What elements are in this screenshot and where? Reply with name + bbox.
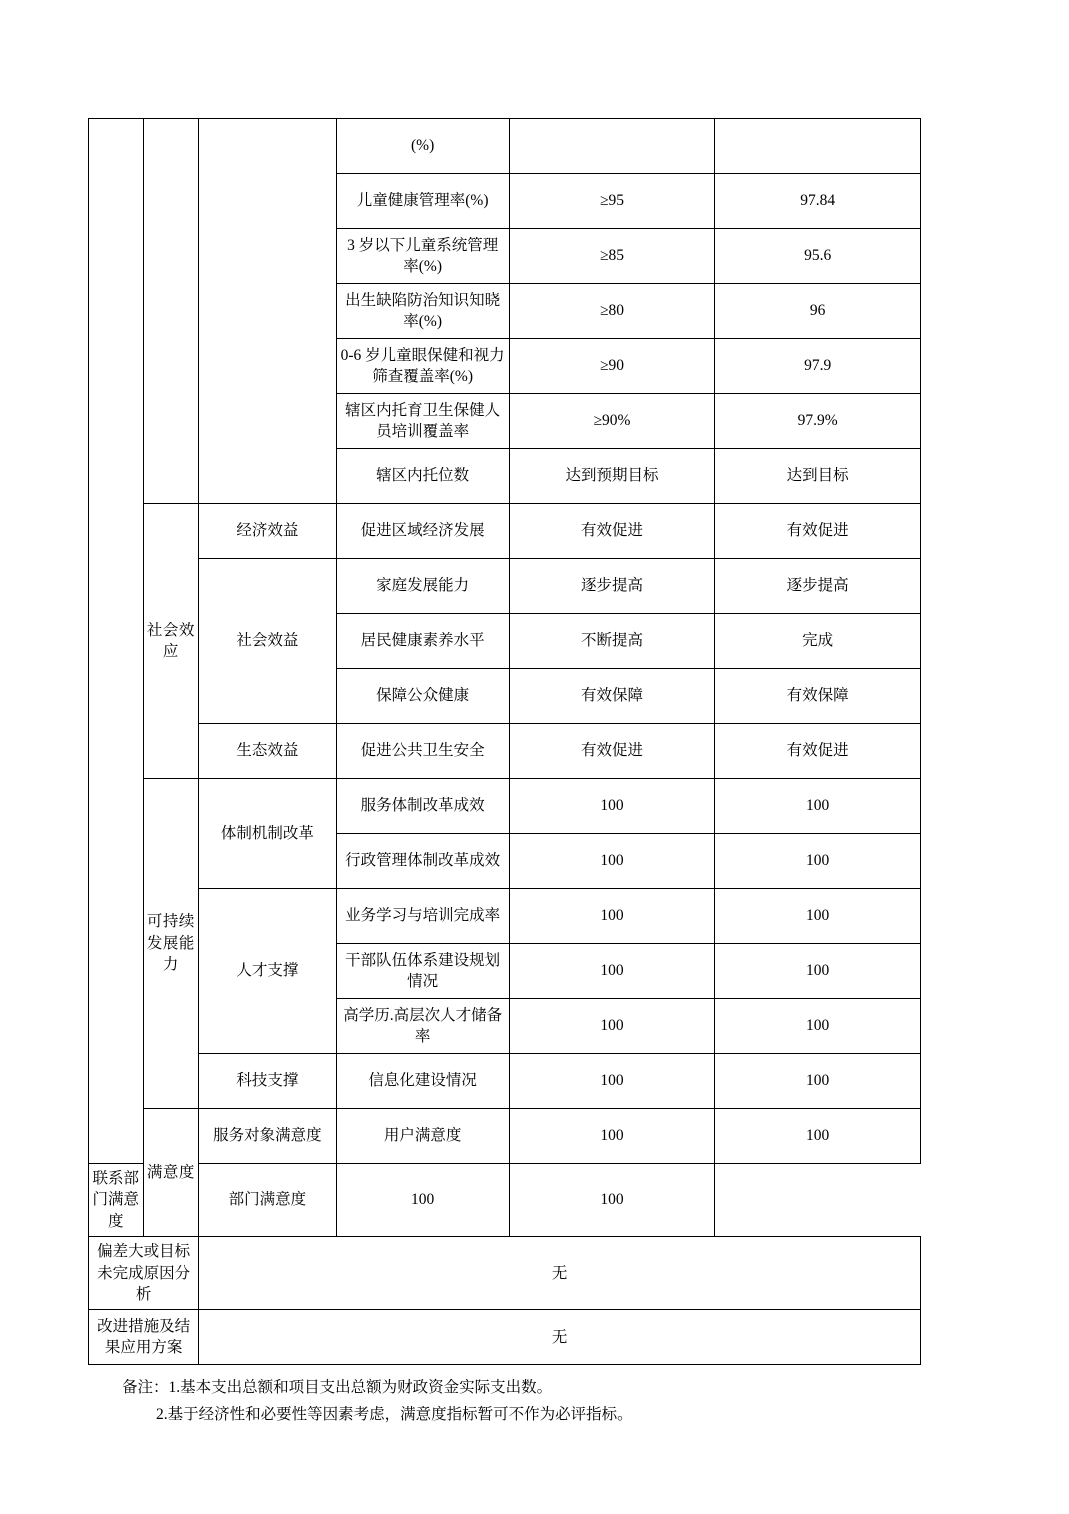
indicator-name: 高学历.高层次人才储备率	[336, 999, 509, 1054]
table-row	[89, 119, 921, 174]
indicator-actual: 逐步提高	[715, 559, 921, 614]
improvement-value: 无	[199, 1310, 921, 1365]
indicator-name: 0-6 岁儿童眼保健和视力筛查覆盖率(%)	[336, 339, 509, 394]
indicator-name: 干部队伍体系建设规划情况	[336, 944, 509, 999]
indicator-actual: 有效促进	[715, 724, 921, 779]
table-row	[89, 889, 921, 944]
indicator-actual: 完成	[715, 614, 921, 669]
indicator-target: 逐步提高	[509, 559, 715, 614]
subdimension-social-benefit: 社会效益	[199, 559, 336, 724]
indicator-target: 100	[509, 779, 715, 834]
indicator-target: ≥85	[509, 229, 715, 284]
indicator-actual: 97.9%	[715, 394, 921, 449]
indicator-name: 服务体制改革成效	[336, 779, 509, 834]
indicator-name: 促进公共卫生安全	[336, 724, 509, 779]
dimension-satisfaction: 满意度	[143, 1109, 199, 1237]
indicator-actual: 100	[715, 779, 921, 834]
note-line-2: 2.基于经济性和必要性等因素考虑，满意度指标暂可不作为必评指标。	[156, 1405, 633, 1423]
table-row	[89, 1109, 921, 1164]
indicator-name: 部门满意度	[199, 1164, 336, 1237]
subdimension-tech-support: 科技支撑	[199, 1054, 336, 1109]
indicator-actual: 97.84	[715, 174, 921, 229]
dimension-social: 社会效应	[143, 504, 199, 779]
indicator-name: 用户满意度	[336, 1109, 509, 1164]
indicator-actual	[715, 119, 921, 174]
table-row	[89, 1054, 921, 1109]
indicator-name: 出生缺陷防治知识知晓率(%)	[336, 284, 509, 339]
deviation-label: 偏差大或目标未完成原因分析	[89, 1237, 199, 1310]
indicator-name: 行政管理体制改革成效	[336, 834, 509, 889]
indicator-name: 居民健康素养水平	[336, 614, 509, 669]
indicator-name: 家庭发展能力	[336, 559, 509, 614]
table-row	[89, 504, 921, 559]
subdimension-department-satisfaction: 联系部门满意度	[89, 1164, 144, 1237]
indicator-actual: 97.9	[715, 339, 921, 394]
indicator-target: 100	[336, 1164, 509, 1237]
indicator-target: 100	[509, 999, 715, 1054]
indicator-name: 辖区内托育卫生保健人员培训覆盖率	[336, 394, 509, 449]
table-row-deviation	[89, 1237, 921, 1310]
subdimension-eco-benefit: 生态效益	[199, 724, 336, 779]
table-row	[89, 1164, 921, 1237]
indicator-name: 保障公众健康	[336, 669, 509, 724]
table-notes	[88, 1375, 921, 1428]
dimension-cell-continued	[143, 119, 199, 504]
left-spine-cell	[89, 119, 144, 1164]
indicator-target: 有效保障	[509, 669, 715, 724]
dimension-sustainability: 可持续发展能力	[143, 779, 199, 1109]
subdimension-user-satisfaction: 服务对象满意度	[199, 1109, 336, 1164]
indicator-actual: 100	[715, 944, 921, 999]
indicator-name: 信息化建设情况	[336, 1054, 509, 1109]
indicator-target: 达到预期目标	[509, 449, 715, 504]
indicator-actual: 100	[715, 1109, 921, 1164]
indicator-target: 100	[509, 889, 715, 944]
subdimension-economic: 经济效益	[199, 504, 336, 559]
table-row-improvement	[89, 1310, 921, 1365]
note-line-1: 备注：1.基本支出总额和项目支出总额为财政资金实际支出数。	[122, 1379, 553, 1397]
indicator-actual: 100	[715, 834, 921, 889]
indicator-actual: 达到目标	[715, 449, 921, 504]
table-row	[89, 779, 921, 834]
indicator-actual: 95.6	[715, 229, 921, 284]
indicator-target: ≥90%	[509, 394, 715, 449]
indicator-target: 100	[509, 1054, 715, 1109]
subdimension-system-reform: 体制机制改革	[199, 779, 336, 889]
subdimension-talent-support: 人才支撑	[199, 889, 336, 1054]
deviation-value: 无	[199, 1237, 921, 1310]
indicator-target: ≥90	[509, 339, 715, 394]
indicator-target: 100	[509, 944, 715, 999]
performance-table	[88, 118, 921, 1365]
indicator-name: 辖区内托位数	[336, 449, 509, 504]
indicator-target: ≥95	[509, 174, 715, 229]
indicator-actual: 100	[715, 889, 921, 944]
indicator-name: (%)	[336, 119, 509, 174]
indicator-target	[509, 119, 715, 174]
indicator-name: 业务学习与培训完成率	[336, 889, 509, 944]
indicator-actual: 有效促进	[715, 504, 921, 559]
table-row	[89, 559, 921, 614]
indicator-target: 100	[509, 1109, 715, 1164]
indicator-name: 儿童健康管理率(%)	[336, 174, 509, 229]
indicator-actual: 100	[715, 1054, 921, 1109]
indicator-actual: 96	[715, 284, 921, 339]
indicator-actual: 有效保障	[715, 669, 921, 724]
indicator-target: 不断提高	[509, 614, 715, 669]
indicator-target: ≥80	[509, 284, 715, 339]
indicator-actual: 100	[715, 999, 921, 1054]
indicator-target: 有效促进	[509, 504, 715, 559]
improvement-label: 改进措施及结果应用方案	[89, 1310, 199, 1365]
subdimension-cell-continued	[199, 119, 336, 504]
indicator-name: 3 岁以下儿童系统管理率(%)	[336, 229, 509, 284]
indicator-target: 有效促进	[509, 724, 715, 779]
indicator-actual: 100	[509, 1164, 715, 1237]
table-row	[89, 724, 921, 779]
indicator-name: 促进区域经济发展	[336, 504, 509, 559]
indicator-target: 100	[509, 834, 715, 889]
